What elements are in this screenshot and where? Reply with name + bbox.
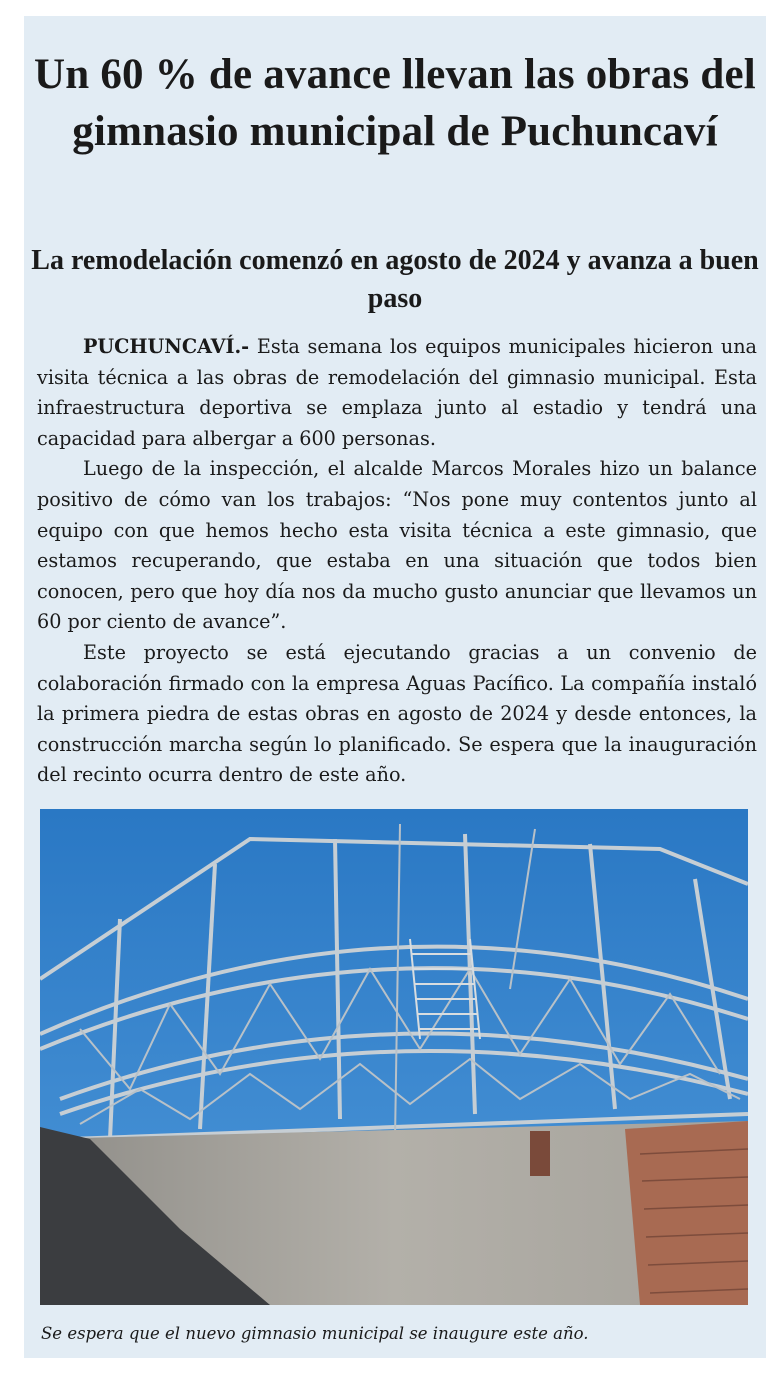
article-panel [24, 16, 766, 1358]
dateline: PUCHUNCAVÍ.- [83, 335, 250, 358]
gym-construction-photo [40, 809, 748, 1305]
paragraph [37, 332, 757, 454]
paragraph-text: Esta semana los equipos municipales hicieron una visita técnica a las obras de remodelación del gimnasio municipal. Esta infraestructura deportiva se emplaza junto al estadio y tendrá una capacidad para albergar a 600 personas. [37, 335, 757, 450]
headline: Un 60 % de avance llevan las obras del gimnasio municipal de Puchuncaví [34, 51, 756, 155]
article-body [37, 332, 757, 791]
subheadline: La remodelación comenzó en agosto de 2024 y avanza a buen paso [31, 245, 759, 314]
rust-stain [530, 1131, 550, 1176]
photo-caption: Se espera que el nuevo gimnasio municipal se inaugure este año. [41, 1324, 589, 1343]
paragraph: Luego de la inspección, el alcalde Marcos Morales hizo un balance positivo de cómo van los trabajos: “Nos pone muy contentos junto al equipo con que hemos hecho esta visita técnica a este gimnasio, que estamos recuperando, que estaba en una situación que todos bien conocen, pero que hoy día nos da mucho gusto anunciar que llevamos un 60 por ciento de avance”. [37, 457, 757, 634]
brick-wall [625, 1121, 748, 1305]
paragraph: Este proyecto se está ejecutando gracias a un convenio de colaboración firmado con la empresa Aguas Pacífico. La compañía instaló la primera piedra de estas obras en agosto de 2024 y desde entonces, la construcción marcha según lo planificado. Se espera que la inauguración del recinto ocurra dentro de este año. [37, 640, 757, 787]
